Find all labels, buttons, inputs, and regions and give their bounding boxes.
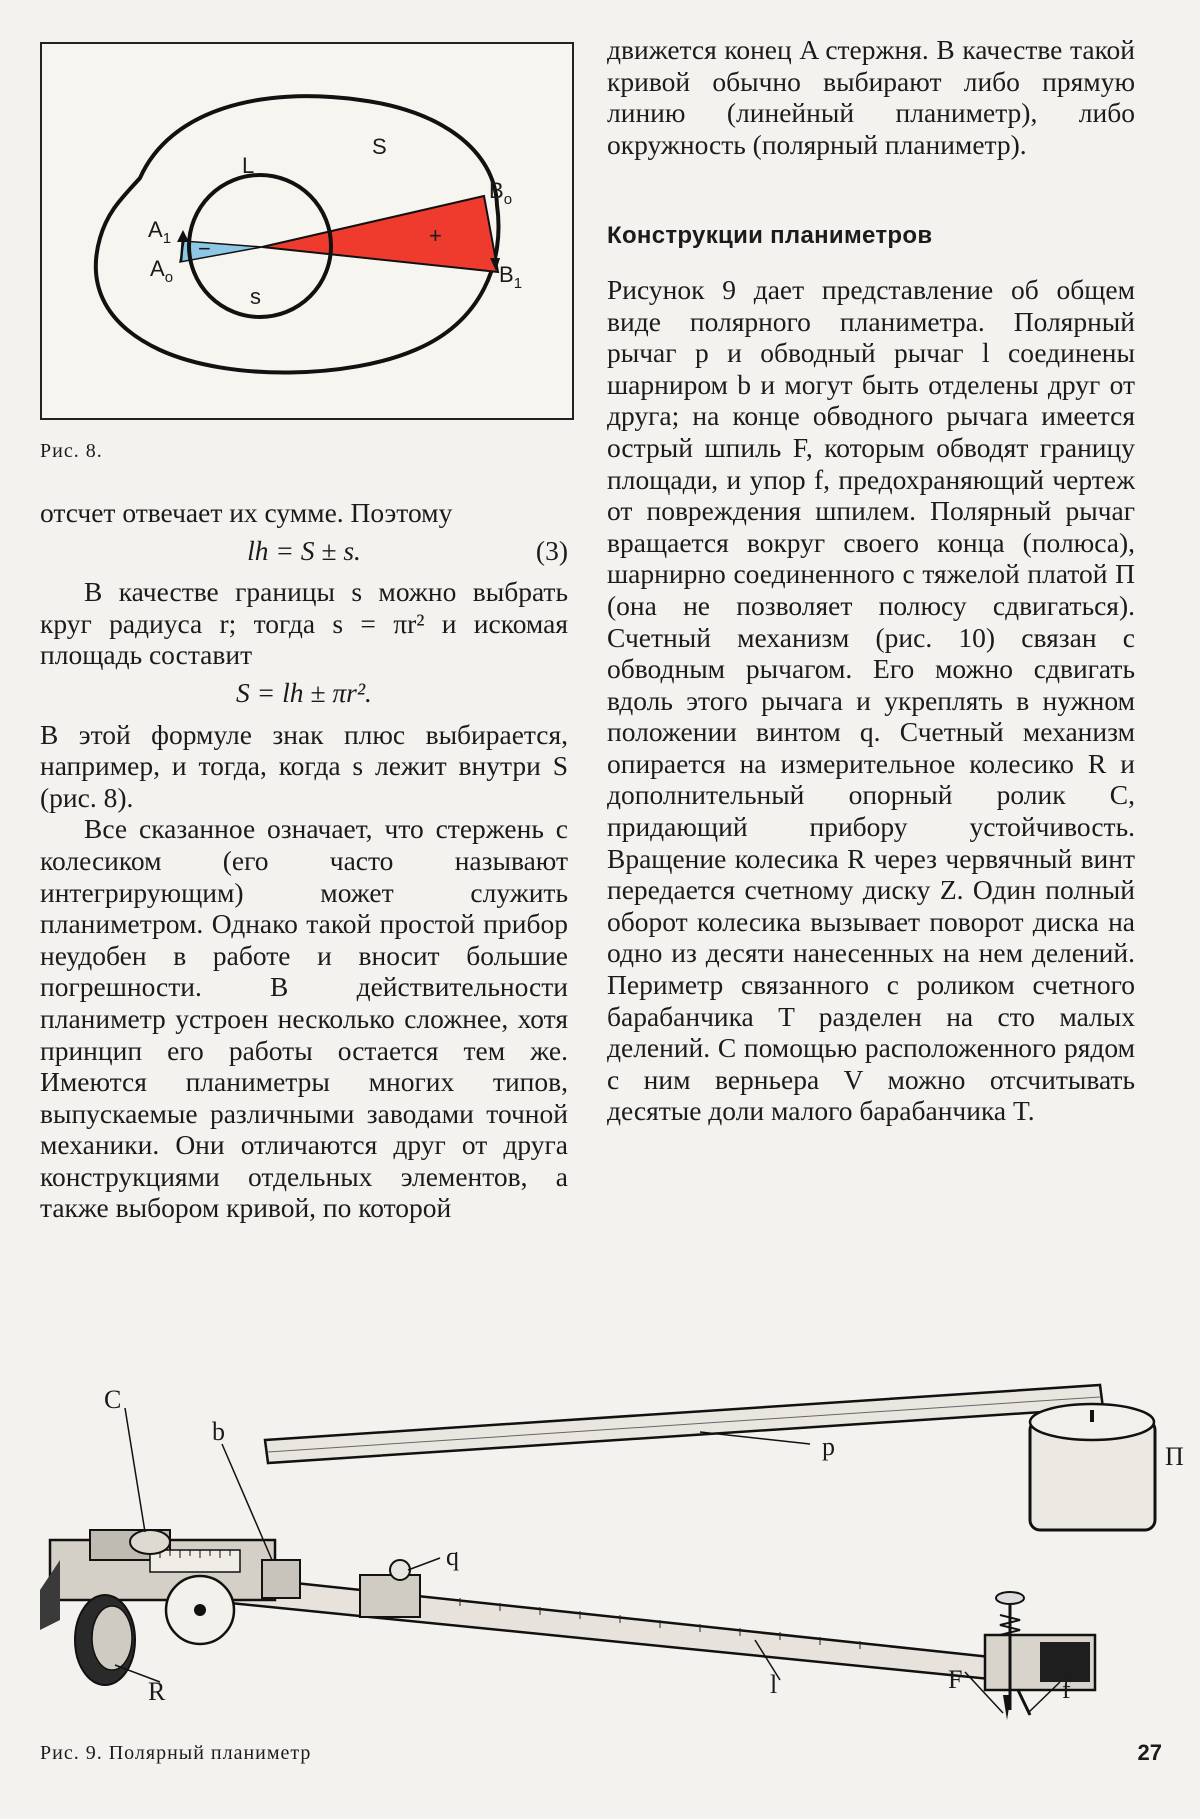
label-B1: $B_1$ bbox=[499, 262, 523, 292]
label-L: L bbox=[242, 153, 255, 178]
label-minus: − bbox=[198, 236, 211, 261]
support-roller bbox=[130, 1530, 170, 1554]
figure-8-caption: Рис. 8. bbox=[40, 440, 103, 462]
right-column bbox=[607, 34, 1135, 1127]
paragraph: Все сказанное означает, что стержень с колесиком (его часто называют интегрирующим) может служить планиметром. Однако такой простой прибор неудобен в работе и вносит большие погрешности. В действительности планиметр устроен несколько сложнее, хотя принцип его работы остается тем же. Имеются планиметры многих типов, выпускаемые различными заводами точной механики. Они отличаются друг от друга конструкциями отдельных элементов, а также выбором кривой, по которой bbox=[40, 813, 568, 1224]
equation-4 bbox=[40, 677, 568, 709]
equation-text: lh = S ± s. bbox=[247, 534, 361, 566]
figure-9-planimeter bbox=[0, 1380, 1200, 1720]
equation-text: S = lh ± πr². bbox=[236, 676, 372, 708]
label-F: F bbox=[948, 1665, 963, 1694]
page-number: 27 bbox=[1137, 1740, 1162, 1765]
label-P: П bbox=[1165, 1442, 1184, 1471]
paragraph: отсчет отвечает их сумме. Поэтому bbox=[40, 497, 453, 528]
paragraph: Рисунок 9 дает представление об общем виде полярного планиметра. Полярный рычаг p и обводный рычаг l соединены шарниром b и могут быть отделены друг от друга; на конце обводного рычага имеется острый шпиль F, которым обводят границу площади, и упор f, предохраняющий чертеж от повреждения шпилем. Полярный рычаг вращается вокруг своего конца (полюса), шарнирно соединенного с тяжелой платой П (она не позволяет полюсу сдвигаться). Счетный механизм (рис. 10) связан с обводным рычагом. Его можно сдвигать вдоль этого рычага и укреплять в нужном положении винтом q. Счетный механизм опирается на измерительное колесико R и дополнительный опорный ролик C, придающий прибору устойчивость. Вращение колесика R через червячный винт передается счетному диску Z. Один полный оборот колесика вызывает поворот диска на одно из десяти нанесенных на нем делений. Периметр связанного с роликом счетного барабанчика T разделен на сто малых делений. С помощью расположенного рядом с ним верньера V можно отсчитывать десятые доли малого барабанчика T. bbox=[607, 273, 1135, 1127]
label-s: s bbox=[250, 284, 261, 309]
negative-sector bbox=[180, 241, 262, 262]
equation-3 bbox=[40, 535, 568, 567]
label-A1: $A_1$ bbox=[148, 217, 172, 247]
paragraph: В этой формуле знак плюс выбирается, например, и тогда, когда s лежит внутри S (рис. 8). bbox=[40, 718, 568, 813]
label-B0: $B_o$ bbox=[489, 178, 513, 208]
equation-number: (3) bbox=[535, 534, 568, 566]
paragraph: В качестве границы s можно выбрать круг радиуса r; тогда s = πr² и искомая площадь составит bbox=[40, 576, 568, 671]
label-A0: $A_o$ bbox=[150, 256, 174, 286]
paragraph: движется конец A стержня. В качестве такой кривой обычно выбирают либо прямую линию (линейный планиметр), либо окружность (полярный планиметр). bbox=[607, 34, 1135, 160]
label-S: S bbox=[372, 134, 387, 159]
arrow-A-head bbox=[177, 230, 189, 242]
section-heading: Конструкции планиметров bbox=[607, 222, 933, 250]
positive-sector bbox=[262, 196, 498, 272]
figure-8-diagram bbox=[0, 0, 600, 440]
clamp-screw bbox=[360, 1575, 420, 1617]
label-p: p bbox=[822, 1432, 835, 1461]
label-C: C bbox=[104, 1385, 122, 1414]
left-column bbox=[40, 497, 568, 1224]
label-q: q bbox=[446, 1542, 459, 1571]
label-f: f bbox=[1062, 1675, 1071, 1704]
label-R: R bbox=[148, 1677, 166, 1706]
label-l: l bbox=[770, 1670, 778, 1699]
label-plus: + bbox=[429, 223, 442, 248]
label-b: b bbox=[212, 1417, 225, 1446]
hinge-b bbox=[262, 1560, 300, 1598]
figure-9-caption: Рис. 9. Полярный планиметр bbox=[40, 1742, 312, 1764]
